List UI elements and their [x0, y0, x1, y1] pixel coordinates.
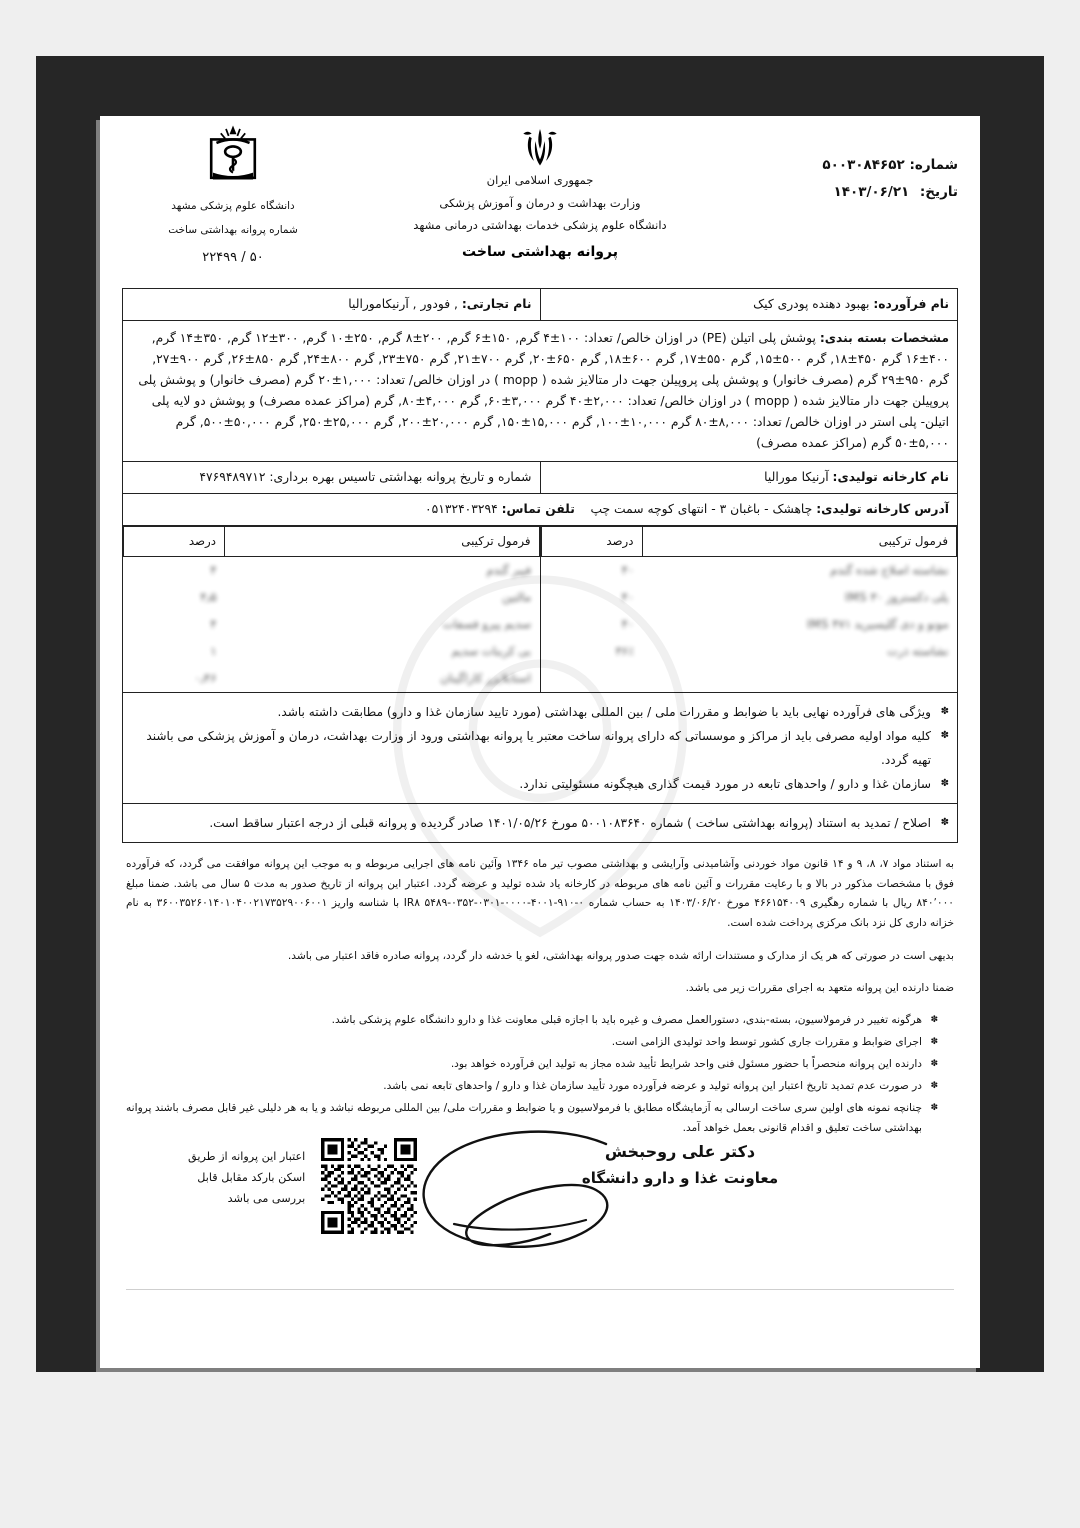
legal-section [100, 843, 980, 1138]
formula-name: مونو و دی گلیسیرید ۴۷۱ IMS [806, 617, 949, 631]
table-row [124, 638, 540, 665]
formula-header-name-left: فرمول ترکیبی [225, 527, 540, 557]
formula-cell-right [540, 526, 958, 693]
formula-name: نشاسته اصلاح شده گندم [830, 563, 949, 577]
brand-value: , فودور , آرنیکامورالیا [348, 297, 458, 311]
legal-paragraph-1: به استناد مواد ۷، ۸، ۹ و ۱۴ قانون مواد خوردنی وآشامیدنی وآرایشی و بهداشتی مصوب تیر ماه ۱۳۴۶ وآئین نامه های اجرایی مربوطه و به موجب این پروانه موافقت می گردد، که فرآورده فوق با مشخصات مذکور در بالا و با رعایت مقررات و آئین نامه های مربوطه در کارخانه یاد شده تولید و عرضه گردد. اعتبار این پروانه از تاریخ صدور به مدت ۵ سال می باشد. ضمنا مبلغ ۸۴۰٬۰۰۰ ریال با شماره رهگیری ۴۶۶۱۵۴۰۰۹ مورخ ۱۴۰۳/۰۶/۲۰ به حساب شماره ۰-۹۱۰-IR۸ ۵۴۸۹-۰۳۵۲-۰۳۰۱-۰۰۰۰-۴۰۰۱ با شناسه واریز ۳۶۰۰۳۵۲۶۰۱۴۰۱۰۴۰۰۲۱۷۳۵۲۹۰۰۶۰۰۱ به نام خزانه داری کل نزد بانک مرکزی پرداخت شده است. [126, 858, 954, 929]
amendment-list [131, 811, 949, 835]
qr-note-line-2: اسکن بارکد مقابل قابل [197, 1171, 306, 1184]
product-cell [540, 289, 958, 321]
list-item: ✽ دارنده این پروانه منحصراً با حضور مسئول فنی واحد شرایط تأیید شده مجاز به تولید این فرآورده خواهد بود. [126, 1054, 938, 1074]
formula-percent: ۴ [210, 617, 217, 631]
formula-percent: ۴ [210, 563, 217, 577]
formula-header-name-right: فرمول ترکیبی [642, 527, 957, 557]
signer-name: دکتر علی روحبخش [604, 1142, 756, 1161]
page-title: پروانه بهداشتی ساخت [462, 244, 618, 260]
qr-verification-block [188, 1138, 417, 1234]
factory-cell [540, 462, 958, 494]
phone-label: تلفن تماس: [501, 502, 575, 516]
formula-name: پلی دکستروز ۳۰ IMS [844, 590, 949, 604]
list-item: ✽ هرگونه تغییر در فرمولاسیون، بسته-بندی، دستورالعمل مصرف و غیره باید با اجازه قبلی معاونت غذا و دارو دانشگاه علوم پزشکی باشد. [126, 1010, 938, 1030]
amendment-cell [123, 804, 958, 843]
table-row-formula [123, 526, 958, 693]
list-item: ✽ اجرای ضوابط و مقررات جاری کشور توسط واحد تولیدی الزامی است. [126, 1032, 938, 1052]
table-row-factory [123, 462, 958, 494]
address-label: آدرس کارخانه تولیدی: [816, 502, 949, 516]
packaging-cell [123, 321, 958, 462]
table-row-notes [123, 693, 958, 804]
university-emblem-icon [202, 175, 264, 194]
formula-percent: ۴۰ [621, 563, 634, 577]
handwritten-signature-icon [410, 1128, 650, 1262]
footer-divider [126, 1289, 954, 1290]
formula-name: فیبر گندم [486, 563, 531, 577]
list-item: ✽ اصلاح / تمدید به استناد (پروانه بهداشتی ساخت ) شماره ۵۰۰۱۰۸۳۶۴۰ مورخ ۱۴۰۱/۰۵/۲۶ صادر گردیده و پروانه قبلی از درجه اعتبار ساقط است. [131, 811, 949, 835]
formula-percent: ۰٫۴۶ [194, 671, 217, 685]
doc-date-value: ۱۴۰۳/۰۶/۲۱ [833, 184, 910, 200]
qr-note-line-3: بررسی می باشد [227, 1192, 306, 1205]
list-item: ✽ ویژگی های فرآورده نهایی باید با ضوابط و مقررات ملی / بین المللی بهداشتی (مورد تایید سازمان غذا و دارو) مطابقت داشته باشد. [131, 700, 949, 724]
table-row-product [123, 289, 958, 321]
formula-percent: ۴۰ [621, 590, 634, 604]
document-header [100, 116, 980, 288]
formula-name: استابلایزر کاراگینان [440, 671, 531, 685]
formula-percent: ۴٫۵ [200, 590, 217, 604]
table-row [124, 611, 540, 638]
table-row [124, 557, 540, 585]
factory-value: آرنیکا مورالیا [764, 470, 829, 484]
formula-header-percent-right: درصد [541, 527, 642, 557]
qr-note-line-1: اعتبار این پروانه از طریق [188, 1150, 306, 1163]
brand-label: نام تجارتی: [461, 297, 532, 311]
legal-paragraph-3: ضمنا دارنده این پروانه متعهد به اجرای مقررات زیر می باشد. [685, 981, 954, 994]
product-label: نام فرآورده: [873, 297, 949, 311]
address-value: چاهشک - باغبان ۳ - انتهای کوچه سمت چپ [590, 502, 813, 516]
formula-cell-left [123, 526, 541, 693]
list-item: ✽ سازمان غذا و دارو / واحدهای تابعه در مورد قیمت گذاری هیچگونه مسئولیتی ندارد. [131, 772, 949, 796]
table-row [541, 638, 957, 665]
license-number-caption: شماره پروانه بهداشتی ساخت [168, 224, 298, 236]
doc-date-label: تاریخ: [919, 184, 958, 200]
establishment-cell [123, 462, 541, 494]
formula-name: بی کربنات سدیم [451, 644, 531, 658]
brand-cell [123, 289, 541, 321]
document-footer [100, 1132, 980, 1282]
list-item: ✽ چنانچه نمونه های اولین سری ساخت ارسالی به آزمایشگاه مطابق با فرمولاسیون و یا ضوابط و مقررات ملی/ بین المللی مربوطه نباشد و یا به هر دلیلی غیر قابل مصرف باشند پروانه بهداشتی ساخت تعلیق و اقدام قانونی بعمل خواهد آمد. [126, 1098, 938, 1138]
formula-name: نشاسته ذرت [887, 644, 949, 658]
formula-header-percent-left: درصد [124, 527, 225, 557]
formula-rows-left [124, 557, 540, 693]
table-row-amendment [123, 804, 958, 843]
establishment-value: ۴۷۶۹۴۸۹۷۱۲ [199, 470, 266, 484]
table-row-packaging [123, 321, 958, 462]
certificate-body [100, 288, 980, 843]
notes-list [131, 700, 949, 796]
formula-name: مالتین [502, 590, 531, 604]
formula-percent: ۱ [210, 644, 217, 658]
address-cell [123, 494, 958, 526]
license-number-value: ۵۰ / ۲۲۴۹۹ [202, 250, 264, 265]
doc-number-label: شماره: [909, 157, 958, 173]
formula-rows-right [541, 557, 957, 693]
formula-percent: ۴۰ [621, 617, 634, 631]
qr-code-icon [321, 1138, 417, 1234]
table-row [541, 665, 957, 692]
main-info-table [122, 288, 958, 843]
conditions-list [126, 1010, 954, 1138]
qr-note [188, 1138, 305, 1209]
phone-value: ۰۵۱۳۲۴۰۳۲۹۴ [425, 502, 498, 516]
legal-paragraph-2: بدیهی است در صورتی که هر یک از مدارک و مستندات ارائه شده جهت صدور پروانه بهداشتی، لغو یا خدشه دار گردد، پروانه صادره فاقد اعتبار می باشد. [287, 950, 954, 962]
product-value: بهبود دهنده پودری کیک [753, 297, 870, 311]
establishment-label: شماره و تاریخ پروانه بهداشتی تاسیس بهره برداری: [269, 470, 532, 484]
signer-role: معاونت غذا و دارو دانشگاه [581, 1169, 779, 1187]
table-row [124, 584, 540, 611]
notes-cell [123, 693, 958, 804]
table-row [124, 665, 540, 692]
document-frame [36, 56, 1044, 1372]
factory-label: نام کارخانه تولیدی: [832, 470, 949, 484]
doc-number-value: ۵۰۰۳۰۸۴۶۵۲ [822, 157, 905, 173]
university-emblem-caption: دانشگاه علوم پزشکی مشهد [171, 200, 295, 212]
table-row [541, 557, 957, 585]
table-row-address [123, 494, 958, 526]
packaging-value: پوشش پلی اتیلن (PE) در اوزان خالص/ تعداد: ۱۰۰±۴ گرم, ۱۵۰±۶ گرم, ۲۰۰±۸ گرم, ۲۵۰±۱۰ گرم, ۳۰۰±۱۲ گرم, ۳۵۰±۱۴ گرم, ۴۰۰±۱۶ گرم ۴۵۰±۱۸, گرم ۵۰۰±۱۵, گرم ۵۵۰±۱۷, گرم ۶۰۰±۱۸, گرم ۶۵۰±۲۰, گرم ۷۰۰±۲۱, گرم ۷۵۰±۲۳, گرم ۸۰۰±۲۴, گرم ۸۵۰±۲۶, گرم ۹۰۰±۲۷, گرم ۹۵۰±۲۹ گرم (مصرف خانوار) و پوشش پلی پروپیلن جهت دار متالایز شده ( mopp ) در اوزان خالص/ تعداد: ۱,۰۰۰±۲۰ گرم (مصرف خانوار) و پوشش پلی پروپیلن جهت دار متالایز شده ( mopp ) در اوزان خالص/ تعداد: ۲,۰۰۰±۴۰ گرم ۳,۰۰۰±۶۰, گرم ۴,۰۰۰±۸۰, گرم (مراکز عمده مصرف) و پوشش دو لایه پلی اتیلن- پلی استر در اوزان خالص/ تعداد: ۸,۰۰۰±۸۰ گرم ۱۰,۰۰۰±۱۰۰, گرم ۱۵,۰۰۰±۱۵۰, گرم ۲۰,۰۰۰±۲۰۰, گرم ۲۵,۰۰۰±۲۵۰, گرم ۵۰,۰۰۰±۵۰۰, گرم ۵,۰۰۰±۵۰ گرم (مراکز عمده مصرف) [138, 331, 949, 450]
iran-emblem-caption: جمهوری اسلامی ایران [486, 173, 594, 187]
list-item: ✽ در صورت عدم تمدید تاریخ اعتبار این پروانه تولید و عرضه فرآورده مورد تأیید سازمان غذا و دارو / واحدهای تابعه نمی باشد. [126, 1076, 938, 1096]
certificate-page [100, 116, 980, 1368]
list-item: ✽ کلیه مواد اولیه مصرفی باید از مراکز و موسساتی که دارای پروانه ساخت معتبر یا پروانه بهداشتی ورود از وزارت بهداشت، درمان و آموزش پزشکی می باشند تهیه گردد. [131, 724, 949, 772]
formula-name: سدیم پیرو فسفات [442, 617, 531, 631]
formula-table-left [123, 526, 540, 692]
table-row [541, 611, 957, 638]
ministry-line-1: وزارت بهداشت و درمان و آموزش پزشکی [439, 196, 641, 210]
packaging-label: مشخصات بسته بندی: [819, 331, 949, 345]
formula-table-right [541, 526, 958, 692]
formula-percent: ۳۶٪ [615, 644, 634, 658]
ministry-line-2: دانشگاه علوم پزشکی خدمات بهداشتی درمانی مشهد [413, 218, 667, 232]
table-row [541, 584, 957, 611]
